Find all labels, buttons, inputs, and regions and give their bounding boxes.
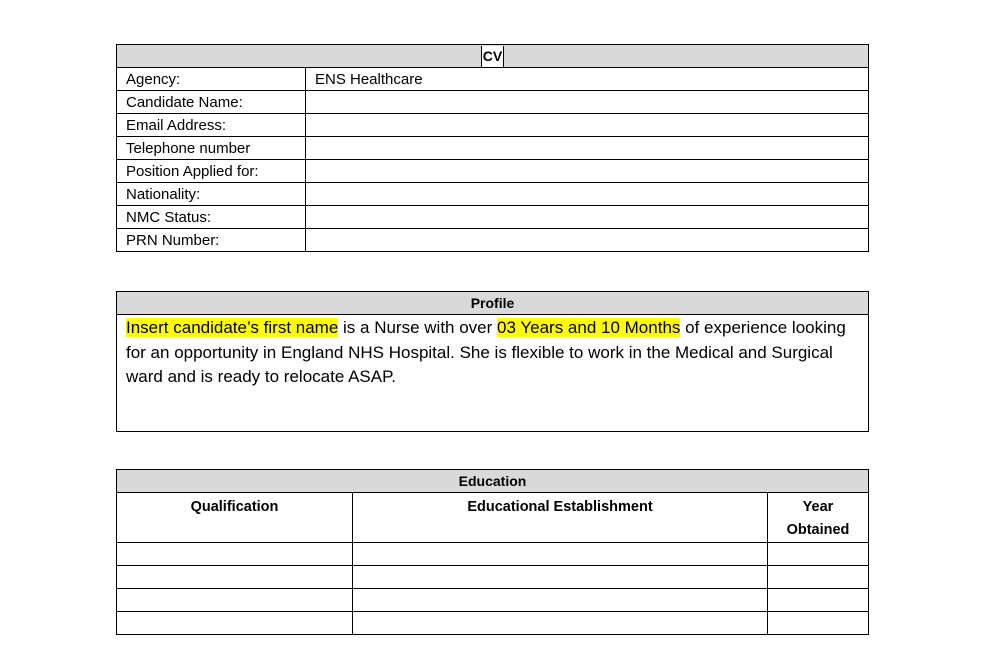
cv-value-telephone[interactable] xyxy=(306,137,869,160)
cv-row-candidate-name xyxy=(117,91,869,114)
education-cell[interactable] xyxy=(768,543,869,566)
education-table xyxy=(116,469,869,635)
cv-label-nmc-status: NMC Status: xyxy=(117,206,306,229)
cv-row-nationality xyxy=(117,183,869,206)
education-cell[interactable] xyxy=(353,566,768,589)
col-year-obtained xyxy=(768,493,869,543)
profile-table xyxy=(116,291,869,432)
cv-row-position xyxy=(117,160,869,183)
education-cell[interactable] xyxy=(768,589,869,612)
cv-label-email: Email Address: xyxy=(117,114,306,137)
education-cell[interactable] xyxy=(117,543,353,566)
cv-row-nmc-status xyxy=(117,206,869,229)
cv-row-telephone xyxy=(117,137,869,160)
education-cell[interactable] xyxy=(768,566,869,589)
cv-row-prn-number xyxy=(117,229,869,252)
cv-value-candidate-name[interactable] xyxy=(306,91,869,114)
col-qualification: Qualification xyxy=(117,493,353,543)
education-cell[interactable] xyxy=(768,612,869,635)
col-year-line2: Obtained xyxy=(786,522,850,538)
profile-experience[interactable]: 03 Years and 10 Months xyxy=(497,318,681,337)
cv-value-nationality[interactable] xyxy=(306,183,869,206)
education-column-headers xyxy=(117,493,869,543)
cv-label-candidate-name: Candidate Name: xyxy=(117,91,306,114)
education-cell[interactable] xyxy=(353,589,768,612)
cv-label-agency: Agency: xyxy=(117,68,306,91)
cv-table xyxy=(116,44,869,252)
cv-value-position[interactable] xyxy=(306,160,869,183)
profile-text-part1: is a Nurse with over xyxy=(338,318,498,337)
education-cell[interactable] xyxy=(117,589,353,612)
col-year-line1: Year xyxy=(802,499,834,515)
education-row xyxy=(117,589,869,612)
education-row xyxy=(117,612,869,635)
cv-value-email[interactable] xyxy=(306,114,869,137)
cv-header xyxy=(117,45,869,68)
education-cell[interactable] xyxy=(117,566,353,589)
education-row xyxy=(117,566,869,589)
profile-header: Profile xyxy=(117,292,869,315)
cv-label-prn-number: PRN Number: xyxy=(117,229,306,252)
education-row xyxy=(117,543,869,566)
education-cell[interactable] xyxy=(353,543,768,566)
col-establishment: Educational Establishment xyxy=(353,493,768,543)
profile-text-part2: of experience looking for an opportunity in England NHS Hospital. She is flexible to work in the Medical and Surgical ward and is ready to relocate ASAP. xyxy=(126,318,846,386)
education-cell[interactable] xyxy=(117,612,353,635)
cv-row-email xyxy=(117,114,869,137)
cv-row-agency xyxy=(117,68,869,91)
education-header: Education xyxy=(117,470,869,493)
profile-text[interactable] xyxy=(117,315,869,432)
cv-label-nationality: Nationality: xyxy=(117,183,306,206)
education-cell[interactable] xyxy=(353,612,768,635)
cv-value-prn-number[interactable] xyxy=(306,229,869,252)
cv-value-nmc-status[interactable] xyxy=(306,206,869,229)
cv-label-position: Position Applied for: xyxy=(117,160,306,183)
cv-value-agency[interactable]: ENS Healthcare xyxy=(306,68,869,91)
profile-name-placeholder[interactable]: Insert candidate’s first name xyxy=(126,318,339,337)
cv-label-telephone: Telephone number xyxy=(117,137,306,160)
cv-title[interactable]: CV xyxy=(481,46,504,67)
